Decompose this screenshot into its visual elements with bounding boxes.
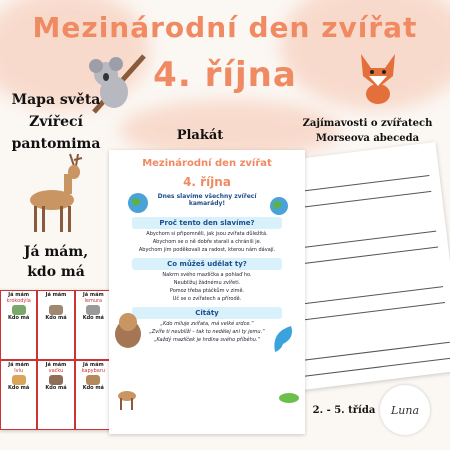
deer-icon [113, 382, 139, 412]
poster-line: Neubližuj žádnému zvířeti. [173, 280, 241, 286]
label-pantomima-2: pantomima [11, 136, 101, 152]
deer-icon [18, 150, 98, 236]
poster-line: Pomoz třeba ptáčkům v zimě. [169, 288, 245, 294]
card-grid [0, 290, 112, 430]
label-jamam-2: kdo má [27, 264, 85, 280]
card: Já mám Kdo má [37, 290, 74, 360]
poster-line: Abychom jim poděkovali za radost, kterou nám dávají. [138, 247, 276, 253]
title-line-1: Mezinárodní den zvířat [32, 11, 418, 44]
monkey-icon [111, 310, 145, 350]
fox-icon [355, 50, 401, 106]
poster-q2: Co můžeš udělat ty? [132, 258, 282, 270]
card: Já mám lemura Kdo má [75, 290, 112, 360]
label-mapa: Mapa světa [11, 92, 101, 108]
label-trida: 2. - 5. třída [312, 405, 376, 416]
poster-intro: Dnes slavíme všechny zvířecí kamarády! [157, 193, 257, 207]
label-plakat: Plakát [176, 128, 224, 143]
label-jamam-1: Já mám, [23, 244, 89, 260]
card: Já mám krokodýla Kdo má [0, 290, 37, 360]
poster-line: Abychom se o ně dobře starali a chránili je. [152, 239, 262, 245]
title-line-2: 4. října [153, 55, 297, 95]
poster-heading-2: 4. října [183, 175, 231, 189]
poster-q3: Citáty [132, 307, 282, 319]
poster-quote: „Kdo miluje zvířata, má velké srdce.“ [160, 321, 254, 327]
poster-line: Uč se o zvířatech a přírodě. [172, 296, 242, 302]
label-morse: Morseova abeceda [315, 133, 420, 144]
poster-line: Abychom si připomněli, jak jsou zvířata důležitá. [146, 231, 268, 237]
poster-line: Nakrm svého mazlíčka a pohlaď ho. [162, 272, 252, 278]
card: Já mám vačku Kdo má [37, 360, 74, 430]
card: Já mám lvíu Kdo má [0, 360, 37, 430]
chameleon-icon [277, 390, 301, 406]
label-zajimavosti: Zajímavosti o zvířatech [302, 118, 433, 129]
dolphin-icon [269, 322, 299, 356]
poster [109, 150, 305, 434]
globe-icon [269, 196, 289, 216]
poster-quote: „Zvíře ti neublíží – tak to nedělej ani ty jemu.“ [149, 329, 265, 335]
card: Já mám kapybaru Kdo má [75, 360, 112, 430]
globe-icon [127, 192, 149, 214]
poster-quote: „Každý mazlíček je hrdina svého příběhu.“ [153, 337, 261, 343]
label-pantomima-1: Zvířecí [29, 114, 83, 130]
brand-logo: Luna [380, 385, 430, 435]
poster-q1: Proč tento den slavíme? [132, 217, 282, 229]
poster-heading-1: Mezinárodní den zvířat [142, 158, 272, 169]
